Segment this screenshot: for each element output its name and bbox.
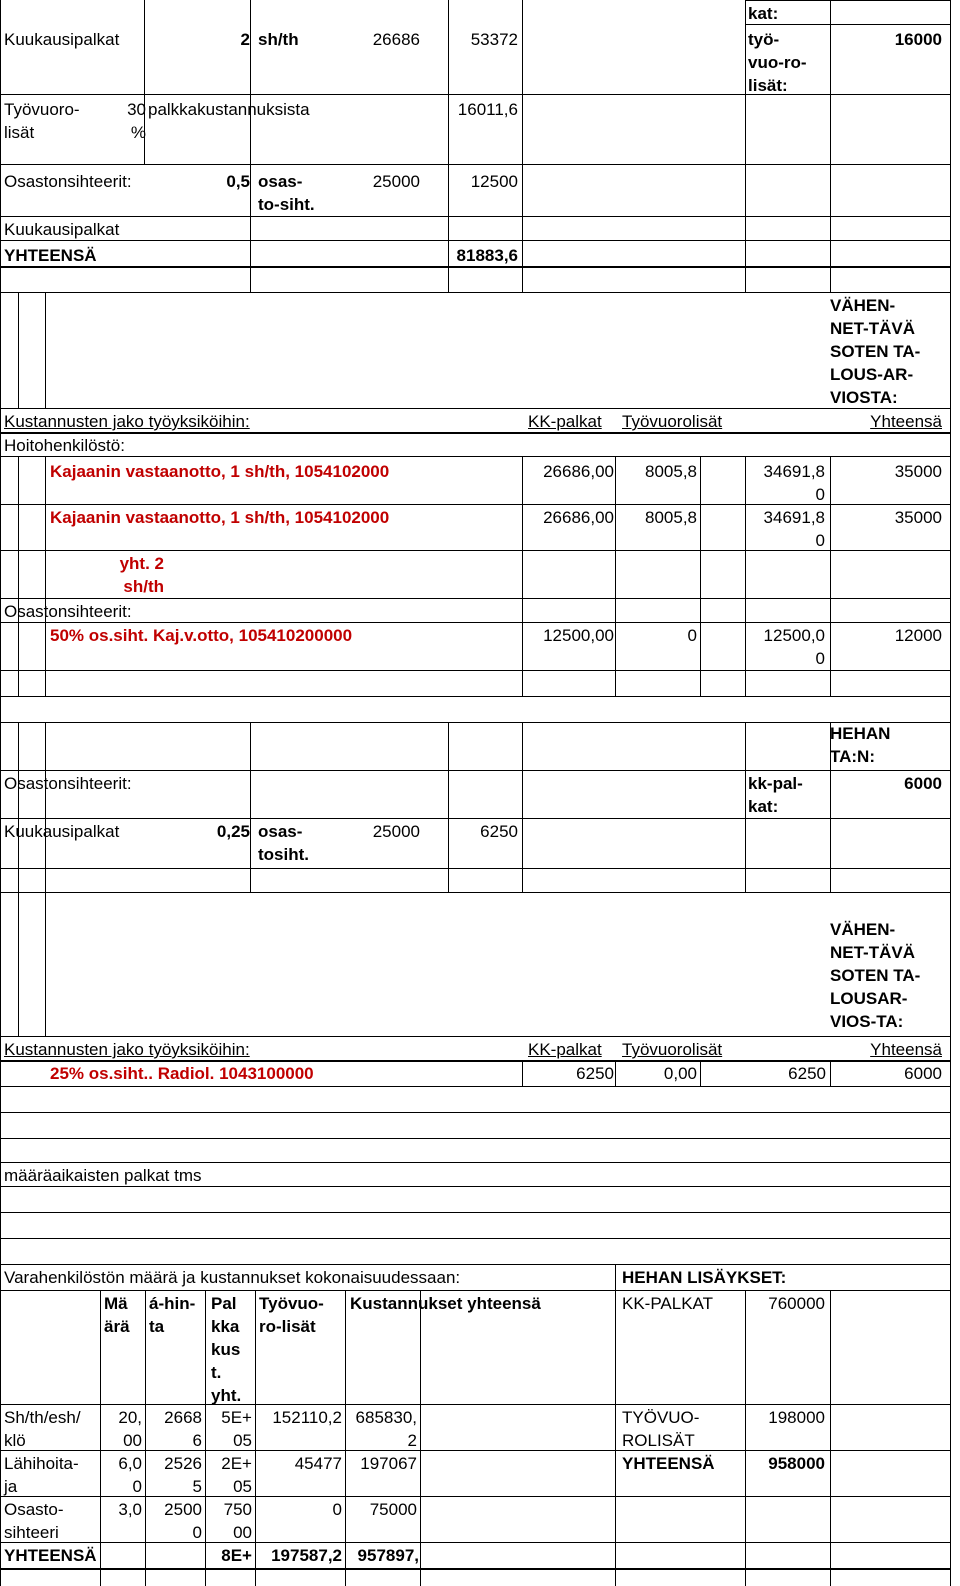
cell-sec3-tv[interactable]: Työvuorolisät — [622, 1040, 723, 1059]
grid-line — [18, 892, 19, 1036]
cell-sec1-group[interactable]: Hoitohenkilöstö: — [4, 436, 125, 455]
grid-line — [18, 722, 19, 892]
grid-line — [0, 1212, 950, 1213]
cell-var-total-tv[interactable]: 197587,2 — [271, 1546, 342, 1565]
grid-line — [0, 1542, 950, 1543]
cell-sec3-header[interactable]: Kustannusten jako työyksiköihin: — [4, 1040, 250, 1059]
cell-var-r3-hinta[interactable]: 2500 0 — [164, 1500, 202, 1542]
grid-line — [830, 1290, 831, 1586]
grid-line — [0, 1138, 950, 1139]
cell-var-col-maara[interactable]: Mä ärä — [104, 1294, 130, 1336]
cell-sec3-kk[interactable]: KK-palkat — [528, 1040, 602, 1059]
grid-line — [45, 456, 46, 696]
cell-r3-qty[interactable]: 0,5 — [226, 172, 250, 191]
cell-var-total-label[interactable]: YHTEENSÄ — [4, 1546, 97, 1565]
grid-line — [522, 456, 523, 696]
cell-r1-qty[interactable]: 2 — [240, 30, 250, 49]
cell-r1-price[interactable]: 26686 — [372, 30, 420, 49]
cell-sec1-row2-kk[interactable]: 26686,00 — [543, 508, 614, 527]
cell-sec3-note[interactable]: VÄHEN- NET-TÄVÄ SOTEN TA- LOUSAR- VIOS-TA: — [830, 920, 921, 1031]
cell-var-col-tv[interactable]: Työvuo- ro-lisät — [259, 1294, 324, 1336]
cell-sec1-row3-sum[interactable]: 12500,0 0 — [763, 626, 825, 668]
grid-line — [45, 292, 46, 408]
grid-line — [0, 1162, 950, 1163]
grid-line — [420, 1290, 421, 1586]
cell-var-r2-palkka[interactable]: 2E+ 05 — [221, 1454, 252, 1496]
grid-line — [0, 1264, 950, 1265]
cell-var-r1-tv[interactable]: 152110,2 — [272, 1408, 342, 1427]
cell-sec1-note[interactable]: VÄHEN- NET-TÄVÄ SOTEN TA- LOUS-AR- VIOSTA: — [830, 296, 921, 407]
grid-line — [615, 1264, 616, 1586]
cell-hehan-label[interactable]: HEHAN TA:N: — [830, 724, 891, 766]
grid-line — [0, 1568, 950, 1570]
cell-sec1-tv[interactable]: Työvuorolisät — [622, 412, 723, 431]
cell-sec1-row3-name[interactable]: 50% os.siht. Kaj.v.otto, 105410200000 — [50, 626, 353, 645]
cell-var-r3-maara[interactable]: 3,0 — [118, 1500, 142, 1519]
cell-var-r3-label[interactable]: Osasto- sihteeri — [4, 1500, 64, 1542]
cell-var-r3-palkka[interactable]: 750 00 — [223, 1500, 252, 1542]
cell-r3-price[interactable]: 25000 — [372, 172, 420, 191]
cell-sec1-row3-red[interactable]: 12000 — [894, 626, 942, 645]
cell-var-total-palkka[interactable]: 8E+ — [221, 1546, 252, 1565]
cell-sec2-row-total[interactable]: 6250 — [480, 822, 518, 841]
cell-var-r1-label[interactable]: Sh/th/esh/ klö — [4, 1408, 81, 1450]
cell-var-r2-label[interactable]: Lähihoita- ja — [4, 1454, 79, 1496]
cell-var-header[interactable]: Varahenkilöstön määrä ja kustannukset kokonaisuudessaan: — [4, 1268, 461, 1287]
cell-sec2-row-label[interactable]: Kuukausipalkat — [4, 822, 120, 841]
grid-line — [0, 670, 950, 671]
cell-var-r3-kust[interactable]: 75000 — [369, 1500, 417, 1519]
cell-r2-pct[interactable]: 30 % — [127, 100, 146, 142]
cell-hl-tv-label[interactable]: TYÖVUO- ROLISÄT — [622, 1408, 700, 1450]
cell-hl-kk-label[interactable]: KK-PALKAT — [622, 1294, 714, 1313]
cell-var-col-hinta[interactable]: á-hin- ta — [149, 1294, 196, 1336]
cell-top-16000[interactable]: 16000 — [894, 30, 942, 49]
cell-var-r1-maara[interactable]: 20, 00 — [118, 1408, 142, 1450]
grid-line — [45, 722, 46, 892]
cell-hl-sum-label[interactable]: YHTEENSÄ — [622, 1454, 715, 1473]
grid-line — [0, 1450, 950, 1451]
grid-line — [0, 408, 950, 409]
grid-line — [0, 892, 950, 893]
cell-sec3-row-kk[interactable]: 6250 — [576, 1064, 614, 1083]
cell-var-r2-kust[interactable]: 197067 — [360, 1454, 417, 1473]
cell-r1-label[interactable]: Kuukausipalkat — [4, 30, 120, 49]
grid-line — [18, 456, 19, 696]
grid-line — [0, 240, 950, 241]
grid-line — [0, 868, 950, 869]
cell-sec1-row1-name[interactable]: Kajaanin vastaanotto, 1 sh/th, 1054102000 — [50, 462, 390, 481]
grid-line — [0, 0, 1, 1586]
grid-line — [0, 1290, 950, 1291]
cell-sec3-row-sum[interactable]: 6250 — [788, 1064, 826, 1083]
cell-sec1-row3-kk[interactable]: 12500,00 — [543, 626, 614, 645]
cell-r4-label[interactable]: Kuukausipalkat — [4, 220, 120, 239]
cell-sec1-kk[interactable]: KK-palkat — [528, 412, 602, 431]
cell-r1-unit[interactable]: sh/th — [258, 30, 299, 49]
grid-line — [18, 292, 19, 408]
cell-temp-note[interactable]: määräaikaisten palkat tms — [4, 1166, 202, 1185]
cell-hl-tv-value[interactable]: 198000 — [768, 1408, 825, 1427]
grid-line — [0, 770, 950, 771]
cell-r2-label[interactable]: Työvuoro- lisät — [4, 100, 80, 142]
grid-line — [615, 456, 616, 696]
cell-sec1-row3-tv[interactable]: 0 — [687, 626, 697, 645]
cell-r3-total[interactable]: 12500 — [470, 172, 518, 191]
cell-top-tyovuorolisat[interactable]: työ- vuo-ro- lisät: — [748, 30, 807, 95]
grid-line — [0, 292, 950, 293]
cell-sec1-row1-sum[interactable]: 34691,8 0 — [763, 462, 825, 504]
cell-sec3-row-tv[interactable]: 0,00 — [663, 1064, 697, 1083]
grid-line — [745, 722, 746, 892]
grid-line — [250, 722, 251, 892]
cell-hl-kk-value[interactable]: 760000 — [768, 1294, 825, 1313]
grid-line — [522, 722, 523, 892]
grid-line — [0, 1238, 950, 1239]
cell-sec3-row-name[interactable]: 25% os.siht.. Radiol. 1043100000 — [50, 1064, 314, 1083]
grid-line — [830, 456, 831, 696]
grid-line — [255, 1290, 256, 1586]
cell-var-r1-palkka[interactable]: 5E+ 05 — [221, 1408, 252, 1450]
cell-sec1-sum[interactable]: Yhteensä — [870, 412, 942, 431]
grid-line — [0, 456, 950, 457]
grid-line — [0, 164, 950, 165]
cell-var-r2-hinta[interactable]: 2526 5 — [164, 1454, 202, 1496]
cell-r2-total[interactable]: 16011,6 — [457, 100, 518, 119]
grid-line — [0, 622, 950, 623]
grid-line — [0, 598, 950, 599]
cell-var-total-kust[interactable]: 957897, — [357, 1546, 419, 1565]
grid-line — [0, 818, 950, 819]
grid-line — [0, 1404, 950, 1405]
cell-sec3-sum[interactable]: Yhteensä — [870, 1040, 942, 1059]
cell-sec1-row2-sum[interactable]: 34691,8 0 — [763, 508, 825, 550]
cell-hl-sum-value[interactable]: 958000 — [768, 1454, 825, 1473]
grid-line — [0, 216, 950, 217]
grid-line — [0, 1036, 950, 1037]
cell-r5-total[interactable]: 81883,6 — [456, 246, 518, 265]
cell-sec2-6000[interactable]: 6000 — [904, 774, 942, 793]
grid-line — [0, 696, 950, 697]
cell-var-r2-maara[interactable]: 6,0 0 — [118, 1454, 142, 1496]
grid-line — [0, 1086, 950, 1087]
cell-hehan-lisaykset[interactable]: HEHAN LISÄYKSET: — [622, 1268, 787, 1287]
cell-r1-total[interactable]: 53372 — [470, 30, 518, 49]
grid-line — [0, 1112, 950, 1113]
grid-line — [250, 0, 251, 292]
grid-line — [0, 722, 950, 723]
cell-var-col-kust[interactable]: Kustannukset yhteensä — [350, 1294, 541, 1313]
cell-sec1-row2-tv[interactable]: 8005,8 — [645, 508, 697, 527]
cell-sec1-header[interactable]: Kustannusten jako työyksiköihin: — [4, 412, 250, 431]
cell-sec1-row2-name[interactable]: Kajaanin vastaanotto, 1 sh/th, 1054102000 — [50, 508, 390, 527]
cell-sec2-kkpalkat[interactable]: kk-pal- kat: — [748, 774, 803, 816]
cell-sec2-row-qty[interactable]: 0,25 — [216, 822, 250, 841]
grid-line — [0, 1496, 950, 1497]
grid-line — [950, 0, 951, 1586]
grid-line — [448, 722, 449, 892]
grid-line — [745, 0, 950, 1]
cell-var-r2-tv[interactable]: 45477 — [294, 1454, 342, 1473]
cell-r2-desc[interactable]: palkkakustannuksista — [148, 100, 310, 119]
cell-sec2-row-price[interactable]: 25000 — [372, 822, 420, 841]
cell-top-kat[interactable]: kat: — [748, 4, 779, 23]
cell-sec1-yht[interactable]: yht. 2 sh/th — [119, 554, 164, 596]
cell-sec3-row-red[interactable]: 6000 — [904, 1064, 942, 1083]
cell-r3-unit[interactable]: osas- to-siht. — [258, 172, 315, 214]
cell-var-r3-tv[interactable]: 0 — [332, 1500, 342, 1519]
cell-sec2-row-unit[interactable]: osas- tosiht. — [258, 822, 309, 864]
cell-var-r1-hinta[interactable]: 2668 6 — [164, 1408, 202, 1450]
cell-var-col-palkka[interactable]: Pal kka kus t. yht. — [211, 1294, 242, 1405]
cell-sec1-row1-kk[interactable]: 26686,00 — [543, 462, 614, 481]
grid-line — [745, 1290, 746, 1586]
cell-sec2-label[interactable]: Osastonsihteerit: — [4, 774, 132, 793]
grid-line — [45, 892, 46, 1036]
cell-r3-label[interactable]: Osastonsihteerit: — [4, 172, 132, 191]
cell-sec1-row1-red[interactable]: 35000 — [894, 462, 942, 481]
grid-line — [522, 0, 523, 292]
grid-line — [745, 0, 746, 292]
cell-var-r1-kust[interactable]: 685830, 2 — [355, 1408, 417, 1450]
cell-sec1-row1-tv[interactable]: 8005,8 — [645, 462, 697, 481]
cell-r5-label[interactable]: YHTEENSÄ — [4, 246, 97, 265]
cell-sec1-row2-red[interactable]: 35000 — [894, 508, 942, 527]
grid-line — [700, 456, 701, 696]
cell-sec1-group2[interactable]: Osastonsihteerit: — [4, 602, 132, 621]
